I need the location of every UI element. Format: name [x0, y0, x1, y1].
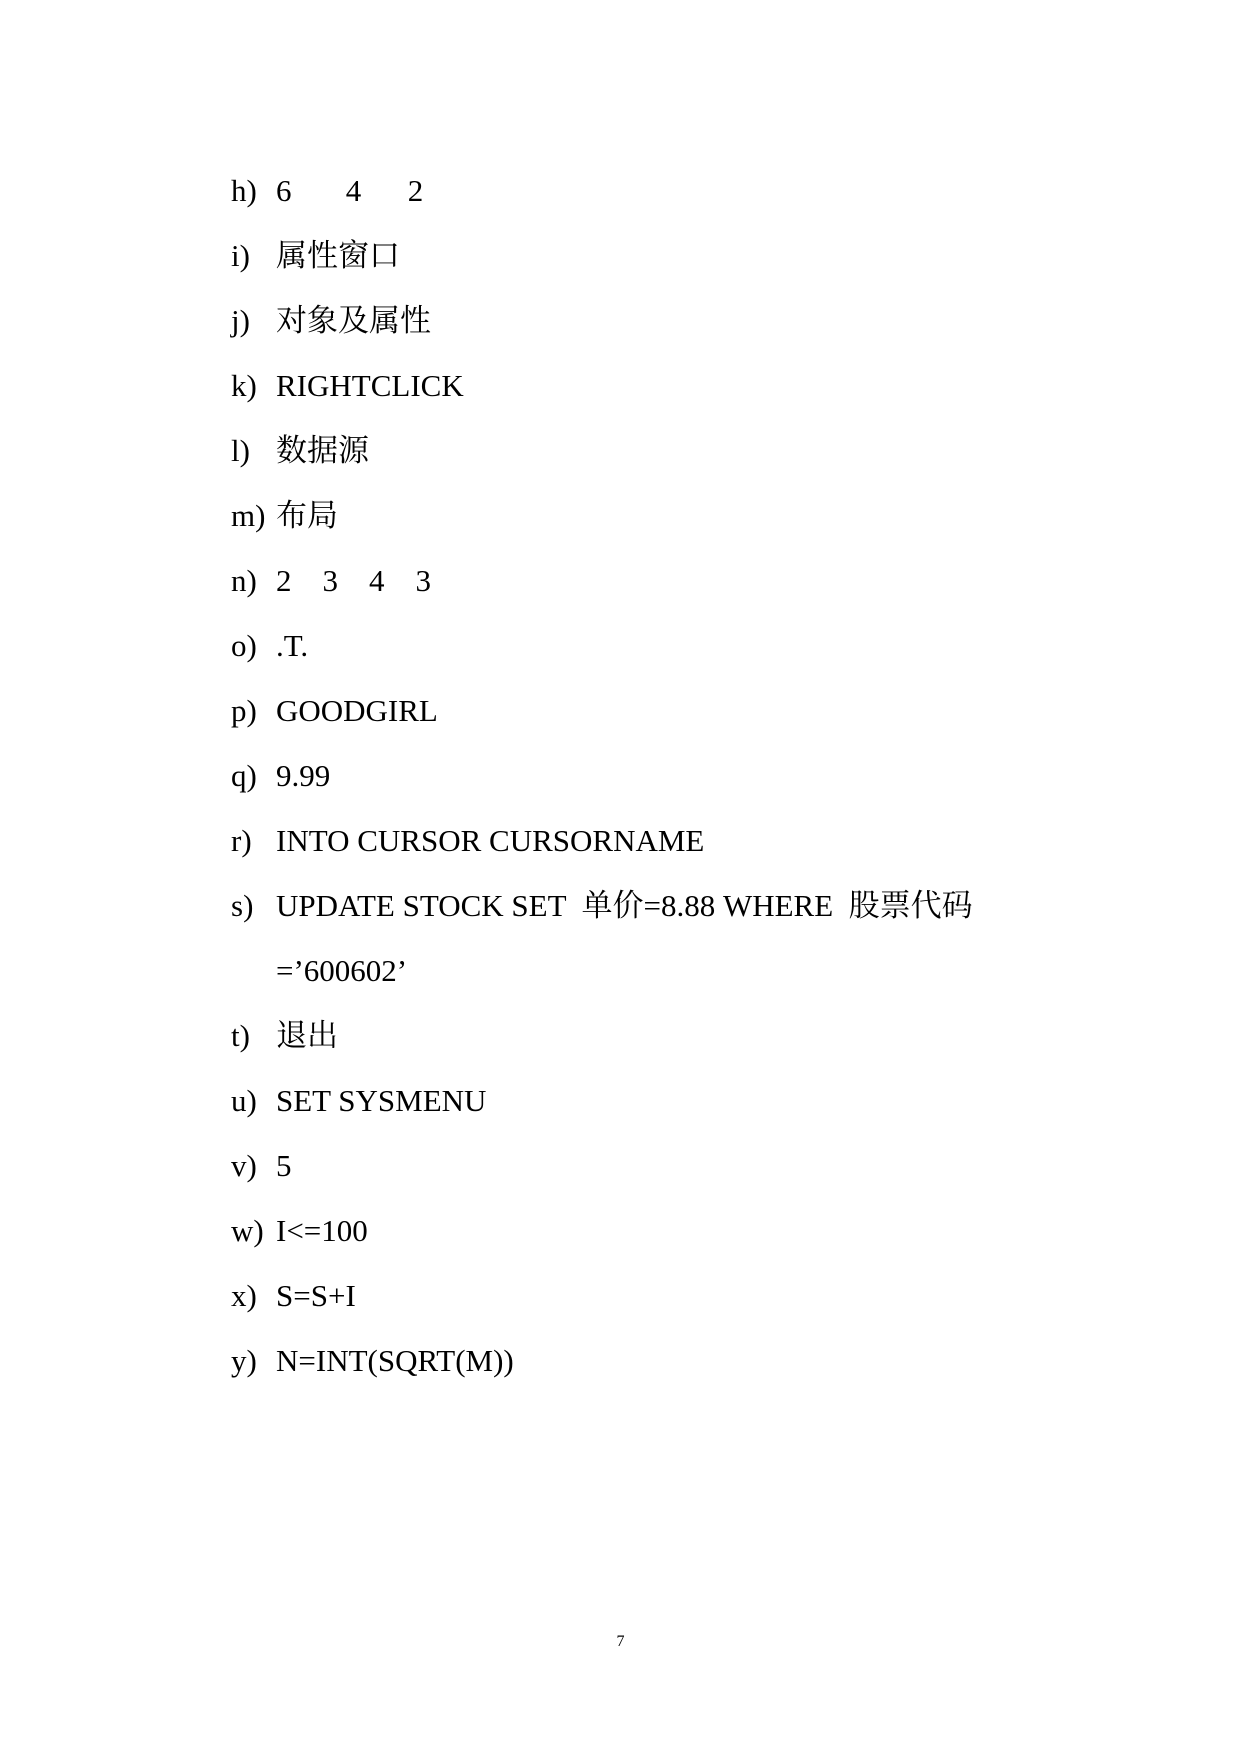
- answer-item-i: [231, 223, 1091, 288]
- answer-item-u: [231, 1068, 1091, 1133]
- answer-item-o: [231, 613, 1091, 678]
- answer-item-k: [231, 353, 1091, 418]
- answer-item-p: [231, 678, 1091, 743]
- answer-text: UPDATE STOCK SET 单价=8.88 WHERE 股票代码 =’600602’: [276, 888, 981, 988]
- answer-text: N=INT(SQRT(M)): [276, 1343, 514, 1378]
- answer-label: p): [231, 693, 257, 728]
- answer-text: S=S+I: [276, 1278, 356, 1313]
- answer-label: s): [231, 888, 254, 923]
- answer-item-h: [231, 158, 1091, 223]
- answer-label: x): [231, 1278, 257, 1313]
- answer-text: RIGHTCLICK: [276, 368, 464, 403]
- answer-label: n): [231, 563, 257, 598]
- answer-item-y: [231, 1328, 1091, 1393]
- answer-label: u): [231, 1083, 257, 1118]
- answer-text: 数据源: [276, 433, 369, 468]
- answer-item-x: [231, 1263, 1091, 1328]
- answer-text: 9.99: [276, 758, 331, 793]
- answer-label: h): [231, 173, 257, 208]
- answer-text: I<=100: [276, 1213, 368, 1248]
- answer-text: INTO CURSOR CURSORNAME: [276, 823, 705, 858]
- answer-item-n: [231, 548, 1091, 613]
- answer-label: q): [231, 758, 257, 793]
- answer-item-t: [231, 1003, 1091, 1068]
- answer-list: [231, 158, 1091, 1393]
- answer-label: w): [231, 1213, 264, 1248]
- answer-text: 布局: [276, 498, 338, 533]
- answer-label: r): [231, 823, 252, 858]
- answer-item-l: [231, 418, 1091, 483]
- answer-label: y): [231, 1343, 257, 1378]
- answer-item-q: [231, 743, 1091, 808]
- answer-text: GOODGIRL: [276, 693, 438, 728]
- answer-label: o): [231, 628, 257, 663]
- answer-text: 6 4 2: [276, 173, 424, 208]
- answer-item-s: [231, 873, 1091, 1003]
- answer-item-v: [231, 1133, 1091, 1198]
- answer-label: k): [231, 368, 257, 403]
- answer-text: 2 3 4 3: [276, 563, 431, 598]
- answer-text: 退出: [276, 1018, 338, 1053]
- answer-label: t): [231, 1018, 250, 1053]
- answer-label: i): [231, 238, 250, 273]
- answer-text: .T.: [276, 628, 309, 663]
- answer-label: l): [231, 433, 250, 468]
- answer-text: 对象及属性: [276, 303, 431, 338]
- answer-item-m: [231, 483, 1091, 548]
- answer-item-w: [231, 1198, 1091, 1263]
- answer-text: 属性窗口: [276, 238, 400, 273]
- answer-text: SET SYSMENU: [276, 1083, 487, 1118]
- answer-text: 5: [276, 1148, 292, 1183]
- answer-item-r: [231, 808, 1091, 873]
- answer-label: j): [231, 303, 250, 338]
- answer-label: m): [231, 498, 266, 533]
- answer-label: v): [231, 1148, 257, 1183]
- page-number: 7: [616, 1633, 625, 1650]
- answer-item-j: [231, 288, 1091, 353]
